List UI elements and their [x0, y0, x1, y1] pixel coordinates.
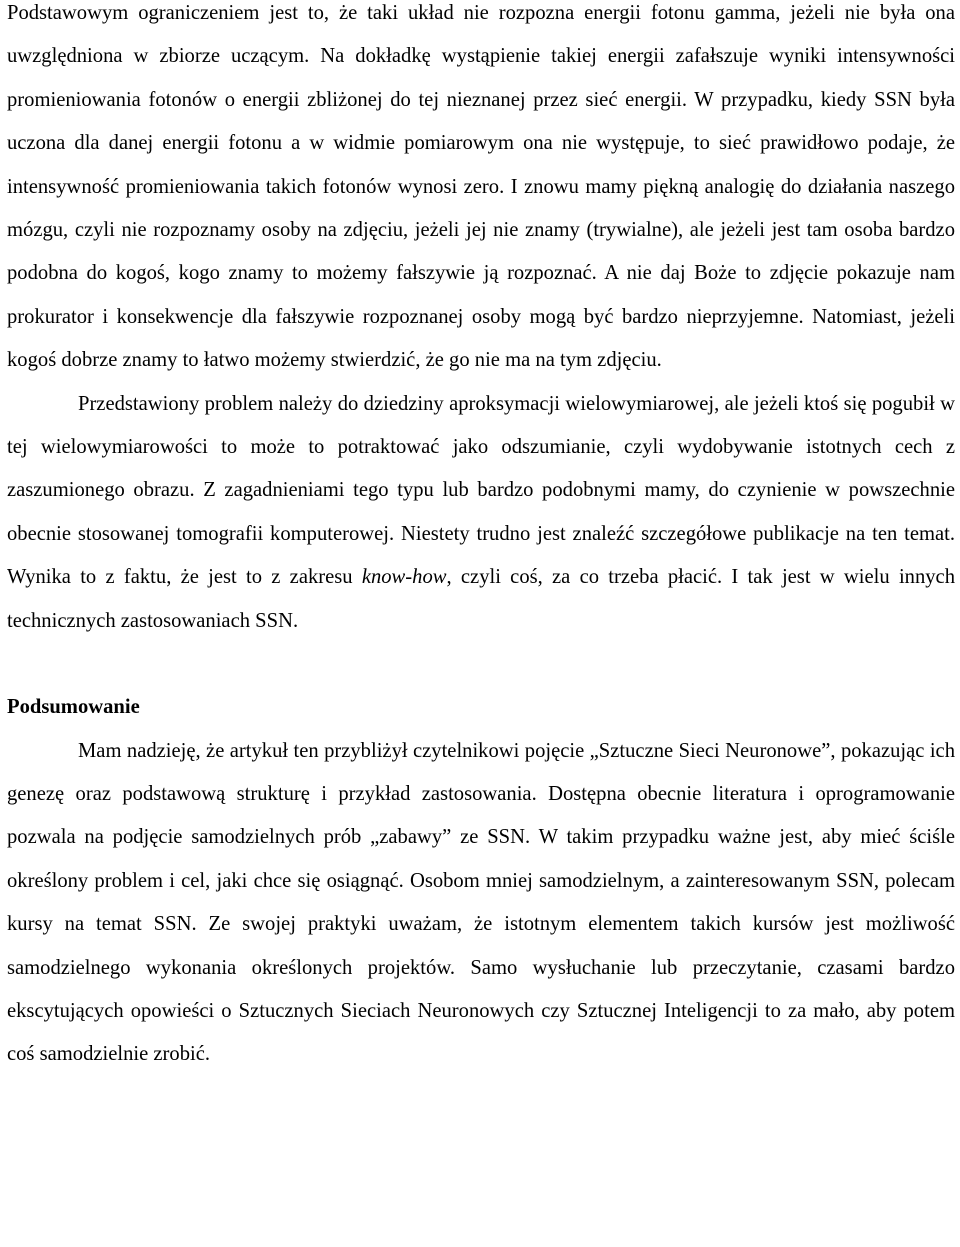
paragraph-summary: Mam nadzieję, że artykuł ten przybliżył czytelnikowi pojęcie „Sztuczne Sieci Neuronowe”, pokazując ich genezę oraz podstawową strukturę i przykład zastosowania. Dostępna obecnie literatura i oprogramowanie pozwala na podjęcie samodzielnych prób „zabawy” ze SSN. W takim przypadku ważne jest, aby mieć ściśle określony problem i cel, jaki chce się osiągnąć. Osobom mniej samodzielnym, a zainteresowanym SSN, polecam kursy na temat SSN. Ze swojej praktyki uważam, że istotnym elementem takich kursów jest możliwość samodzielnego wykonania określonych projektów. Samo wysłuchanie lub przeczytanie, czasami bardzo ekscytujących opowieści o Sztucznych Sieciach Neuronowych czy Sztucznej Inteligencji to za mało, aby potem coś samodzielnie zrobić.: [7, 739, 955, 1066]
section-spacer: [7, 643, 955, 686]
paragraph-approximation-text-a: Przedstawiony problem należy do dziedziny aproksymacji wielowymiarowej, ale jeżeli ktoś się pogubił w tej wielowymiarowości to może to potraktować jako odszumianie, czyli wydobywanie istotnych cech z zaszumionego obrazu. Z zagadnieniami tego typu lub bardzo podobnymi mamy, do czynienie w powszechnie obecnie stosowanej tomografii komputerowej. Niestety trudno jest znaleźć szczegółowe publikacje na ten temat. Wynika to z faktu, że jest to z zakresu: [7, 392, 955, 589]
section-heading-summary: Podsumowanie: [7, 696, 140, 719]
know-how-term: know-how: [361, 566, 447, 589]
paragraph-approximation-text-b: , czyli coś, za co trzeba płacić. I tak jest w wielu innych technicznych zastosowaniach SSN.: [7, 566, 955, 632]
paragraph-approximation: [7, 383, 955, 643]
document-page: [7, 0, 955, 1077]
paragraph-gamma-limitation: Podstawowym ograniczeniem jest to, że taki układ nie rozpozna energii fotonu gamma, jeżeli nie była ona uwzględniona w zbiorze uczącym. Na dokładkę wystąpienie takiej energii zafałszuje wyniki intensywności promieniowania fotonów o energii zbliżonej do tej nieznanej przez sieć energii. W przypadku, kiedy SSN była uczona dla danej energii fotonu a w widmie pomiarowym ona nie występuje, to sieć prawidłowo podaje, że intensywność promieniowania takich fotonów wynosi zero. I znowu mamy piękną analogię do działania naszego mózgu, czyli nie rozpoznamy osoby na zdjęciu, jeżeli jej nie znamy (trywialne), ale jeżeli jest tam osoba bardzo podobna do kogoś, kogo znamy to możemy fałszywie ją rozpoznać. A nie daj Boże to zdjęcie pokazuje nam prokurator i konsekwencje dla fałszywie rozpoznanej osoby mogą być bardzo nieprzyjemne. Natomiast, jeżeli kogoś dobrze znamy to łatwo możemy stwierdzić, że go nie ma na tym zdjęciu.: [7, 2, 955, 372]
